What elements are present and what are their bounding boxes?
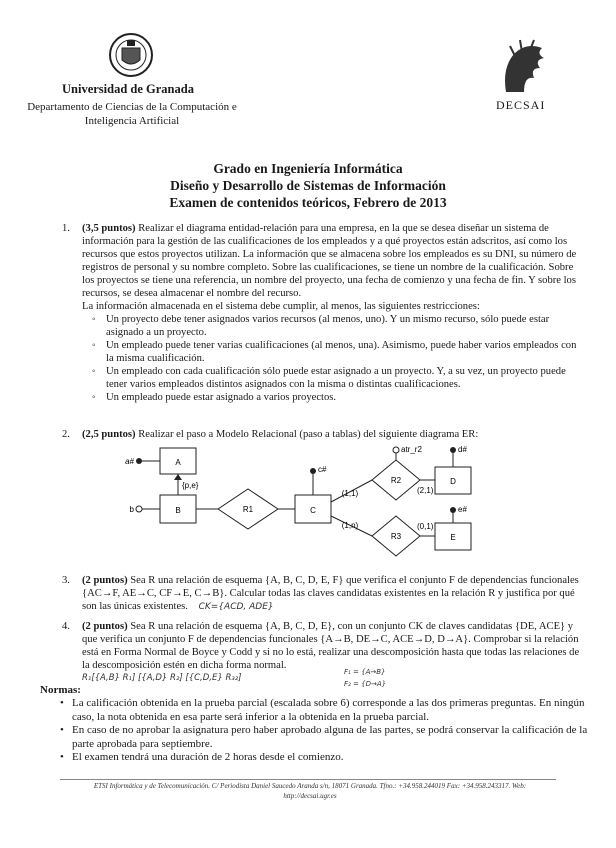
question-points: (2 puntos) bbox=[82, 621, 128, 632]
relation-label: R3 bbox=[390, 532, 402, 541]
cardinality-label: (1,1) bbox=[341, 489, 359, 498]
handwritten-answer: CK={ACD, ADE} bbox=[198, 602, 274, 612]
attribute-a-key bbox=[136, 458, 142, 464]
title-exam: Examen de contenidos teóricos, Febrero de 2013 bbox=[169, 195, 447, 210]
department-name: Departamento de Ciencias de la Computación e Inteligencia Artificial bbox=[27, 101, 237, 127]
attribute-label: e# bbox=[458, 505, 467, 514]
list-item: ◦ Un empleado con cada cualificación sólo puede estar asignado a un proyecto. Y, a su vez, un proyecto puede tener varios empleados distintos asignados con la misma o distintas cualificaciones. bbox=[96, 365, 582, 391]
footer-divider bbox=[60, 779, 556, 780]
question-text: Realizar el paso a Modelo Relacional (paso a tablas) del siguiente diagrama ER: bbox=[138, 429, 479, 440]
question-3 bbox=[62, 574, 582, 614]
relation-label: R2 bbox=[390, 476, 402, 485]
entity-label: C bbox=[310, 506, 316, 515]
list-item: • En caso de no aprobar la asignatura pero haber aprobado alguna de las partes, se podrá conservar la calificación de la parte aprobada para septiembre. bbox=[72, 724, 592, 751]
attribute-e-key bbox=[450, 507, 456, 513]
attribute-label: b bbox=[129, 505, 134, 514]
attribute-c-key bbox=[310, 468, 316, 474]
cardinality-label: (2,1) bbox=[417, 486, 434, 495]
attribute-b bbox=[136, 506, 142, 512]
list-item: ◦ Un proyecto debe tener asignados varios recursos (al menos, uno). Y un mismo recurso, sólo puede estar asignado a un proyecto. bbox=[96, 313, 582, 339]
question-text: Sea R una relación de esquema {A, B, C, D, E, F} que verifica el conjunto F de dependencias funcionales {AC→F, AE→C, CF→E, C→B}. Calcular todas las claves candidatas existentes en la relación R y justifica por qué son las únicas existentes. bbox=[82, 575, 579, 612]
list-item: • El examen tendrá una duración de 2 horas desde el comienzo. bbox=[72, 751, 592, 765]
attribute-d-key bbox=[450, 447, 456, 453]
decsai-label: DECSAI bbox=[496, 98, 546, 112]
university-name: Universidad de Granada bbox=[62, 82, 194, 96]
question-points: (2 puntos) bbox=[82, 575, 128, 586]
question-intro: La información almacenada en el sistema debe cumplir, al menos, las siguientes restricciones: bbox=[82, 301, 480, 312]
er-diagram bbox=[120, 440, 480, 575]
university-seal-icon bbox=[108, 30, 154, 80]
handwritten-note: F₁ = {A→B} bbox=[344, 668, 386, 676]
question-text: Sea R una relación de esquema {A, B, C, D, E}, con un conjunto CK de claves candidatas {DE, ACE} y que verifica un conjunto F de dependencias funcionales {A→B, DE→C, ACE→D, D→A}. Comprobar si la relación está en Forma Normal de Boyce y Codd y si no lo está, realizar una descomposición hasta que todas las relaciones de la descomposición estén en dicha forma normal. bbox=[82, 621, 580, 671]
question-4 bbox=[62, 620, 582, 672]
attribute-label: d# bbox=[458, 445, 467, 454]
list-item: • La calificación obtenida en la prueba parcial (escalada sobre 6) corresponde a las dos primeras preguntas. En ningún caso, la nota obtenida en esa parte será inferior a la obtenida en la prueba parcial. bbox=[72, 697, 592, 724]
title-course: Diseño y Desarrollo de Sistemas de Información bbox=[170, 178, 446, 193]
question-points: (2,5 puntos) bbox=[82, 429, 136, 440]
question-number: 4. bbox=[62, 621, 70, 632]
handwritten-note: F₂ = {D→A} bbox=[344, 680, 387, 688]
norms-list bbox=[62, 697, 592, 765]
entity-label: B bbox=[175, 506, 181, 515]
restrictions-list bbox=[82, 313, 582, 404]
attribute-label: atr_r2 bbox=[401, 445, 422, 454]
cardinality-label: (0,1) bbox=[417, 522, 434, 531]
question-1 bbox=[62, 222, 582, 404]
decsai-logo-icon bbox=[496, 38, 554, 96]
question-number: 2. bbox=[62, 429, 70, 440]
isa-label: {p,e} bbox=[182, 481, 199, 490]
question-points: (3,5 puntos) bbox=[82, 223, 136, 234]
title-degree: Grado en Ingeniería Informática bbox=[213, 161, 403, 176]
exam-titles bbox=[0, 160, 616, 211]
relation-label: R1 bbox=[242, 505, 254, 514]
list-item: ◦ Un empleado puede tener varias cualificaciones (al menos, una). Asimismo, puede haber varios empleados con la misma cualificación. bbox=[96, 339, 582, 365]
cardinality-label: (1,n) bbox=[341, 521, 359, 530]
question-number: 3. bbox=[62, 575, 70, 586]
entity-label: A bbox=[175, 458, 181, 467]
attribute-label: a# bbox=[125, 457, 134, 466]
handwritten-decomposition: R₁[{A,B} R₁] [{A,D} R₂] [{C,D,E} R₃₂] bbox=[82, 673, 242, 683]
footer-address: ETSI Informática y de Telecomunicación. C/ Periodista Daniel Saucedo Aranda s/n, 18071 Granada. Tfno.: +34.958.244019 Fax: +34.958.243317. Web: http://decsai.ugr.es bbox=[93, 782, 527, 800]
question-text: Realizar el diagrama entidad-relación para una empresa, en la que se desea diseñar un sistema de información para la gestión de las cualificaciones de los empleados y a qué proyectos están adscritos, así como los recursos que estos proyectos utilizan. La información que se almacena sobre los empleados es su DNI, su número de registros de personal y su nombre completo. Sobre las cualificaciones, se tiene un nombre de la cualificación. Sobre los proyectos se tiene una referencia, un nombre del proyecto, una fecha de comienzo y una fecha de fin. Y sobre los recursos, se desea almacenar el nombre del recurso. bbox=[82, 223, 577, 299]
entity-label: E bbox=[450, 533, 456, 542]
norms-heading: Normas: bbox=[40, 684, 81, 696]
entity-label: D bbox=[450, 477, 456, 486]
attribute-label: c# bbox=[318, 465, 327, 474]
attribute-r2 bbox=[393, 447, 399, 453]
list-item: ◦ Un empleado puede estar asignado a varios proyectos. bbox=[96, 391, 582, 404]
question-number: 1. bbox=[62, 223, 70, 234]
